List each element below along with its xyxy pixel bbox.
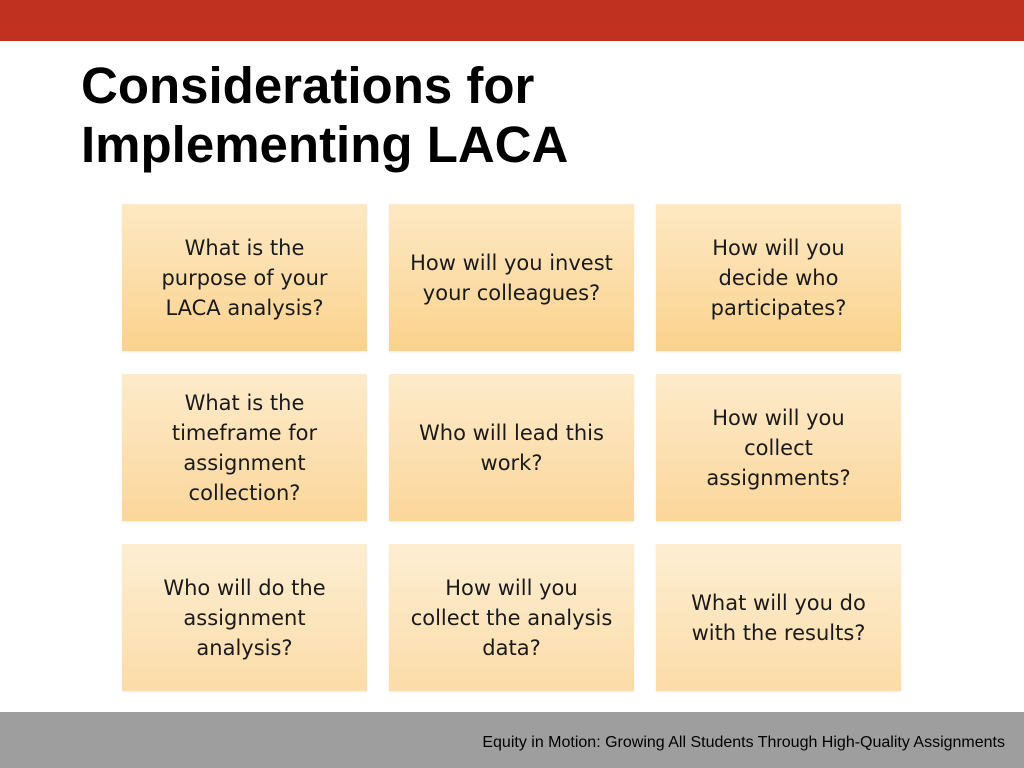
consideration-card-analysis <box>122 544 367 691</box>
consideration-card-purpose <box>122 204 367 351</box>
card-text-line: assignments? <box>706 465 851 490</box>
card-text-line: data? <box>482 635 541 660</box>
title-line: Considerations for <box>81 57 535 114</box>
card-text-line: What will you do <box>691 590 866 615</box>
card-text-line: collection? <box>188 480 301 505</box>
card-text-line: assignment <box>183 450 306 475</box>
card-text-line: LACA analysis? <box>165 295 324 320</box>
card-text-line: work? <box>480 450 543 475</box>
card-text-line: Who will do the <box>163 575 326 600</box>
card-text-line: participates? <box>710 295 847 320</box>
consideration-card-collect-assignments <box>656 374 901 521</box>
consideration-card-participants <box>656 204 901 351</box>
considerations-grid <box>122 204 902 692</box>
footer-text: Equity in Motion: Growing All Students Through High-Quality Assignments <box>482 734 1005 751</box>
consideration-card-lead-work <box>389 374 634 521</box>
card-text-line: How will you invest <box>410 250 613 275</box>
card-text-line: How will you <box>712 405 845 430</box>
card-text-line: How will you <box>712 235 845 260</box>
card-text-line: purpose of your <box>161 265 328 290</box>
card-text-line: decide who <box>718 265 839 290</box>
card-text-line: with the results? <box>691 620 866 645</box>
card-text-line: What is the <box>184 390 305 415</box>
card-text-line: What is the <box>184 235 305 260</box>
card-text-line: timeframe for <box>171 420 318 445</box>
top-accent-bar <box>0 0 1024 41</box>
card-text-line: your colleagues? <box>422 280 601 305</box>
card-text-line: collect <box>744 435 813 460</box>
slide-title <box>81 56 781 174</box>
consideration-card-results <box>656 544 901 691</box>
card-text-line: collect the analysis <box>410 605 613 630</box>
consideration-card-timeframe <box>122 374 367 521</box>
card-text-line: Who will lead this <box>419 420 604 445</box>
consideration-card-invest-colleagues <box>389 204 634 351</box>
consideration-card-analysis-data <box>389 544 634 691</box>
card-text-line: How will you <box>445 575 578 600</box>
footer-bar <box>0 712 1024 768</box>
card-text-line: analysis? <box>196 635 293 660</box>
card-text-line: assignment <box>183 605 306 630</box>
title-line: Implementing LACA <box>81 116 569 173</box>
